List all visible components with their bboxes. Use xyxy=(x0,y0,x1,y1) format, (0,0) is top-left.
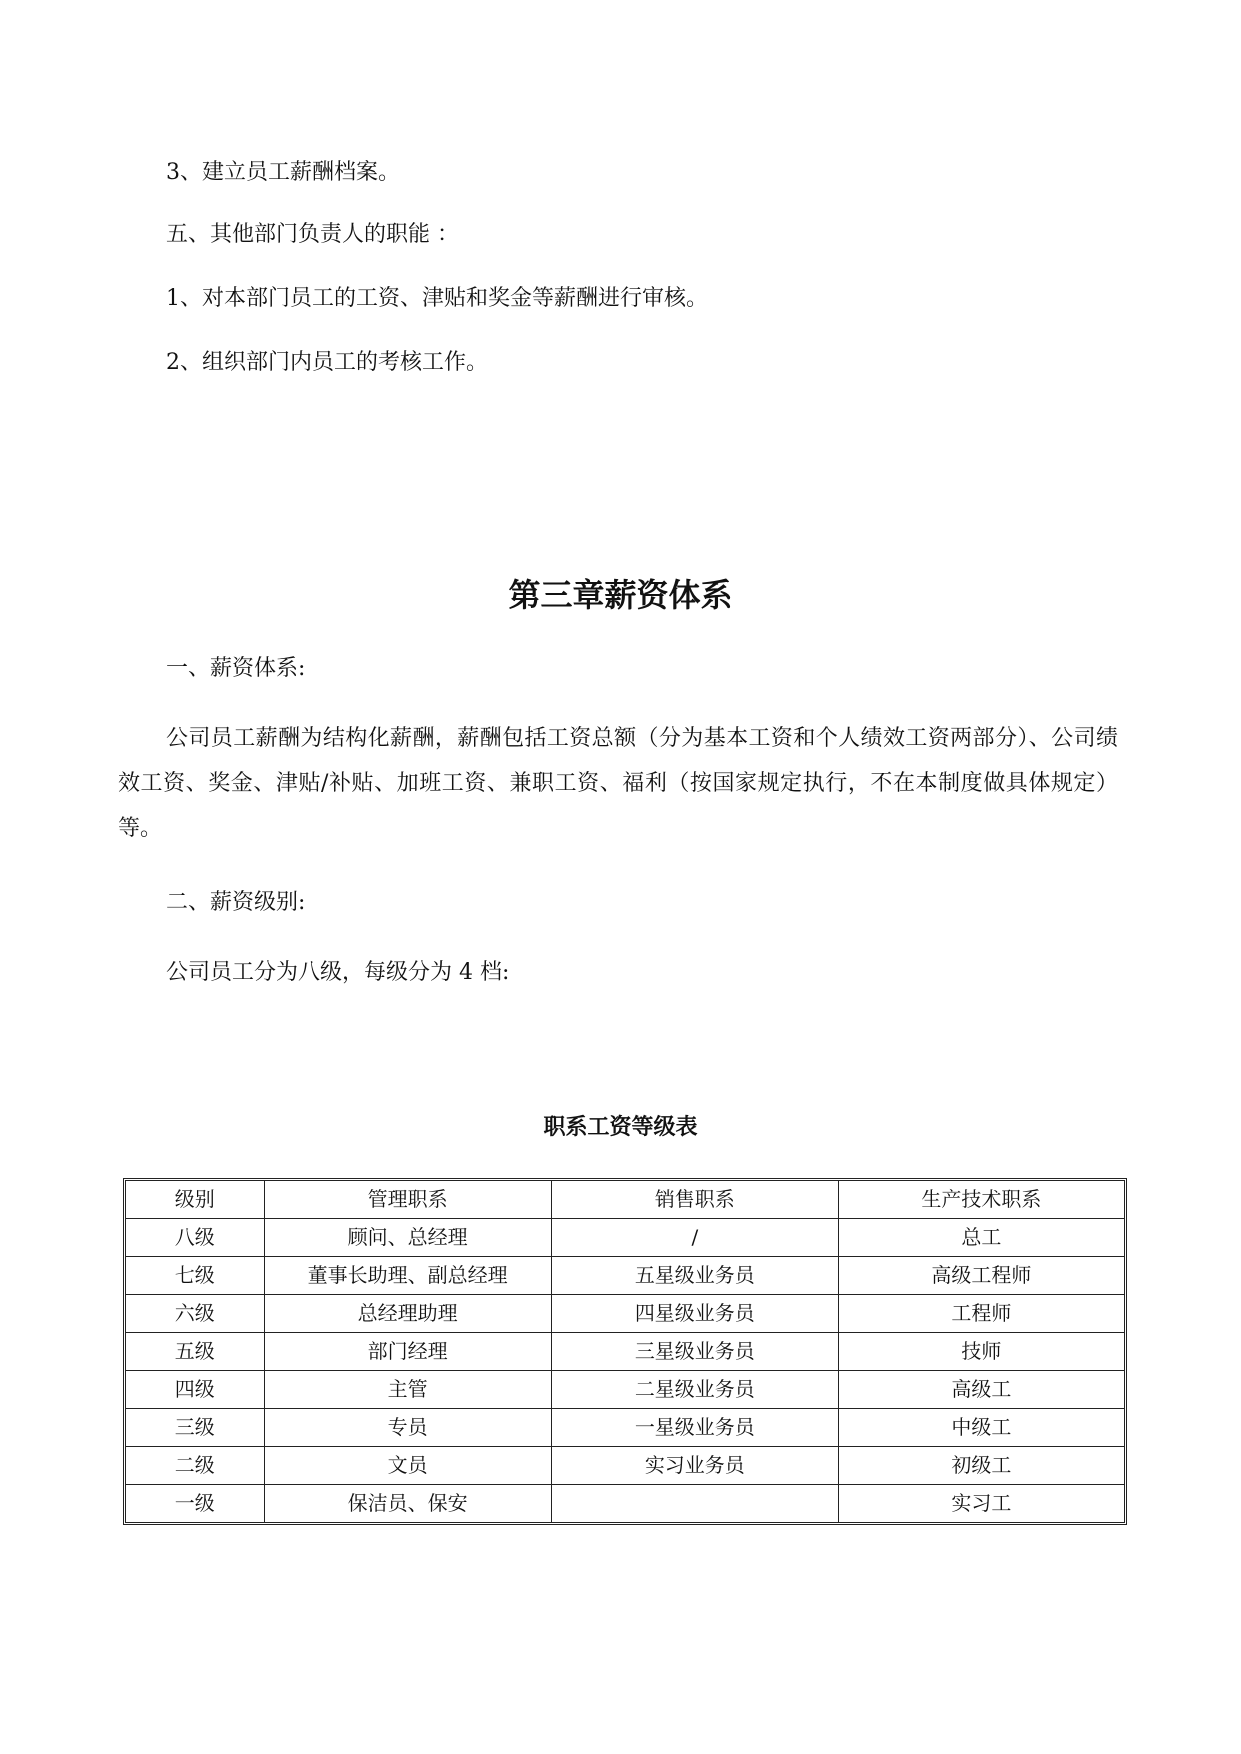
paragraph-salary-structure: 公司员工薪酬为结构化薪酬，薪酬包括工资总额（分为基本工资和个人绩效工资两部分）、公司绩效工资、奖金、津贴/补贴、加班工资、兼职工资、福利（按国家规定执行，不在本制度做具体规定）等。 xyxy=(118,726,1118,841)
table-cell: / xyxy=(552,1219,839,1257)
table-cell: 高级工程师 xyxy=(839,1257,1124,1295)
table-cell: 顾问、总经理 xyxy=(265,1219,552,1257)
table-row xyxy=(126,1371,1124,1409)
table-cell: 中级工 xyxy=(839,1409,1124,1447)
table-cell: 一级 xyxy=(126,1485,265,1522)
table-cell: 四星级业务员 xyxy=(552,1295,839,1333)
list-item-2: 2、组织部门内员工的考核工作。 xyxy=(166,350,488,375)
list-item-1: 1、对本部门员工的工资、津贴和奖金等薪酬进行审核。 xyxy=(166,286,708,311)
table-cell: 四级 xyxy=(126,1371,265,1409)
table-cell xyxy=(552,1485,839,1522)
table-cell: 部门经理 xyxy=(265,1333,552,1371)
table-cell: 七级 xyxy=(126,1257,265,1295)
table-cell: 高级工 xyxy=(839,1371,1124,1409)
table-cell: 六级 xyxy=(126,1295,265,1333)
paragraph-levels-description: 公司员工分为八级，每级分为 4 档: xyxy=(166,960,510,985)
header-production-tech: 生产技术职系 xyxy=(839,1181,1124,1219)
chapter-title: 第三章薪资体系 xyxy=(508,576,733,614)
table-cell: 三星级业务员 xyxy=(552,1333,839,1371)
table-cell: 五星级业务员 xyxy=(552,1257,839,1295)
table-cell: 实习业务员 xyxy=(552,1447,839,1485)
heading-salary-system: 一、薪资体系: xyxy=(166,656,306,681)
table-cell: 二级 xyxy=(126,1447,265,1485)
table-cell: 保洁员、保安 xyxy=(265,1485,552,1522)
header-management: 管理职系 xyxy=(265,1181,552,1219)
list-item-3: 3、建立员工薪酬档案。 xyxy=(166,160,400,185)
table-header-row xyxy=(126,1181,1124,1219)
table-cell: 一星级业务员 xyxy=(552,1409,839,1447)
table-cell: 初级工 xyxy=(839,1447,1124,1485)
table-cell: 三级 xyxy=(126,1409,265,1447)
table-row xyxy=(126,1333,1124,1371)
section-heading-other-departments: 五、其他部门负责人的职能 ： xyxy=(166,222,459,247)
table-row xyxy=(126,1295,1124,1333)
header-sales: 销售职系 xyxy=(552,1181,839,1219)
table-cell: 五级 xyxy=(126,1333,265,1371)
heading-salary-levels: 二、薪资级别: xyxy=(166,890,306,915)
table-cell: 总经理助理 xyxy=(265,1295,552,1333)
table-title: 职系工资等级表 xyxy=(543,1115,698,1140)
table-cell: 总工 xyxy=(839,1219,1124,1257)
header-level: 级别 xyxy=(126,1181,265,1219)
table-cell: 二星级业务员 xyxy=(552,1371,839,1409)
table-row xyxy=(126,1257,1124,1295)
table-row xyxy=(126,1219,1124,1257)
table-cell: 技师 xyxy=(839,1333,1124,1371)
table-cell: 主管 xyxy=(265,1371,552,1409)
table-cell: 八级 xyxy=(126,1219,265,1257)
table-cell: 工程师 xyxy=(839,1295,1124,1333)
table-row xyxy=(126,1447,1124,1485)
salary-grade-table xyxy=(123,1178,1127,1525)
table-row xyxy=(126,1409,1124,1447)
table-cell: 董事长助理、副总经理 xyxy=(265,1257,552,1295)
table-cell: 实习工 xyxy=(951,1491,1012,1515)
table-row xyxy=(126,1485,1124,1522)
table-cell: 专员 xyxy=(265,1409,552,1447)
table-cell: 文员 xyxy=(265,1447,552,1485)
